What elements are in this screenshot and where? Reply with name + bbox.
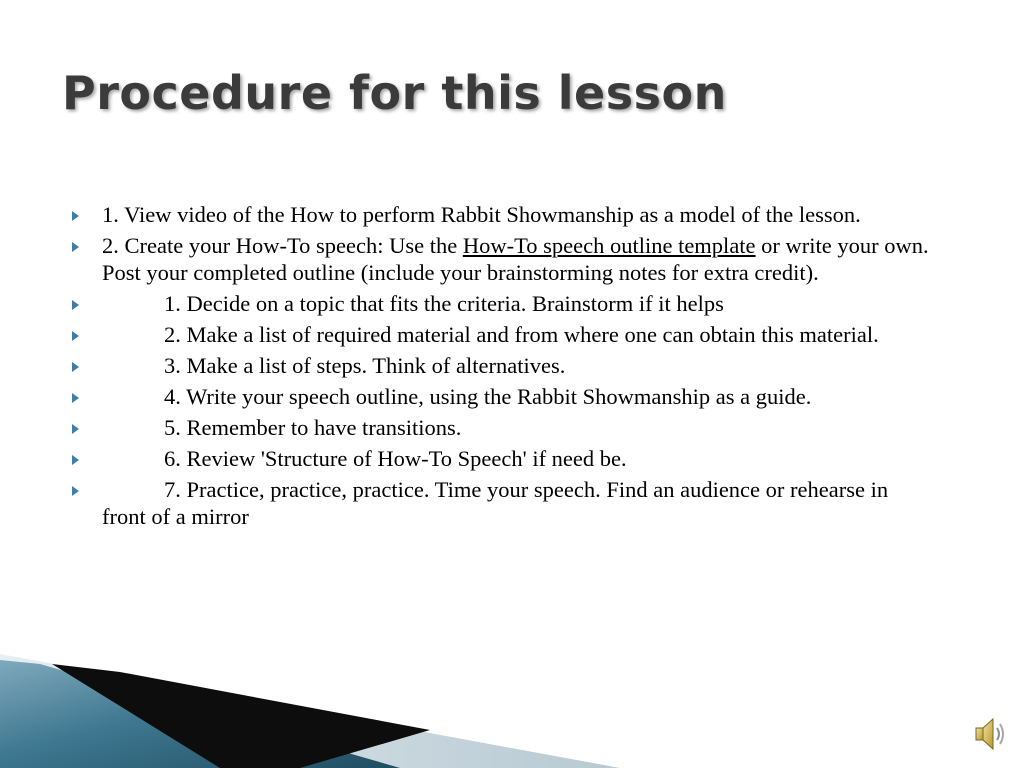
bullet-arrow-icon	[72, 455, 79, 465]
list-item-3	[72, 290, 952, 317]
outline-template-link[interactable]: How-To speech outline template	[462, 233, 756, 258]
list-item-6	[72, 383, 952, 410]
bullet-arrow-icon	[72, 211, 79, 221]
speaker-icon[interactable]	[974, 716, 1008, 752]
list-item-text: 4. Write your speech outline, using the Rabbit Showmanship as a guide.	[164, 384, 812, 409]
list-item-text: or write your own. Post your completed outline (include your brainstorming notes for extra credit).	[102, 233, 929, 285]
bullet-arrow-icon	[72, 486, 79, 496]
bullet-arrow-icon	[72, 242, 79, 252]
list-item-text: 1. Decide on a topic that fits the criteria. Brainstorm if it helps	[164, 291, 724, 316]
bullet-arrow-icon	[72, 331, 79, 341]
list-item-2	[72, 232, 952, 286]
list-item-text: 2. Make a list of required material and from where one can obtain this material.	[164, 322, 879, 347]
list-item-text: front of a mirror	[102, 504, 249, 529]
list-item-4	[72, 321, 952, 348]
bullet-arrow-icon	[72, 424, 79, 434]
list-item-5	[72, 352, 952, 379]
procedure-list	[72, 201, 952, 534]
list-item-8	[72, 445, 952, 472]
list-item-text: 1. View video of the How to perform Rabbit Showmanship as a model of the lesson.	[102, 202, 861, 227]
list-item-9	[72, 476, 952, 530]
list-item-text: 6. Review 'Structure of How-To Speech' if need be.	[164, 446, 627, 471]
bullet-arrow-icon	[72, 300, 79, 310]
bullet-arrow-icon	[72, 393, 79, 403]
slide-title: Procedure for this lesson	[62, 66, 727, 120]
bullet-arrow-icon	[72, 362, 79, 372]
list-item-1	[72, 201, 952, 228]
list-item-text: 5. Remember to have transitions.	[164, 415, 462, 440]
list-item-7	[72, 414, 952, 441]
list-item-text: 2. Create your How-To speech: Use the	[102, 233, 463, 258]
list-item-text: 7. Practice, practice, practice. Time your speech. Find an audience or rehearse in	[164, 477, 889, 502]
list-item-text: 3. Make a list of steps. Think of alternatives.	[164, 353, 566, 378]
